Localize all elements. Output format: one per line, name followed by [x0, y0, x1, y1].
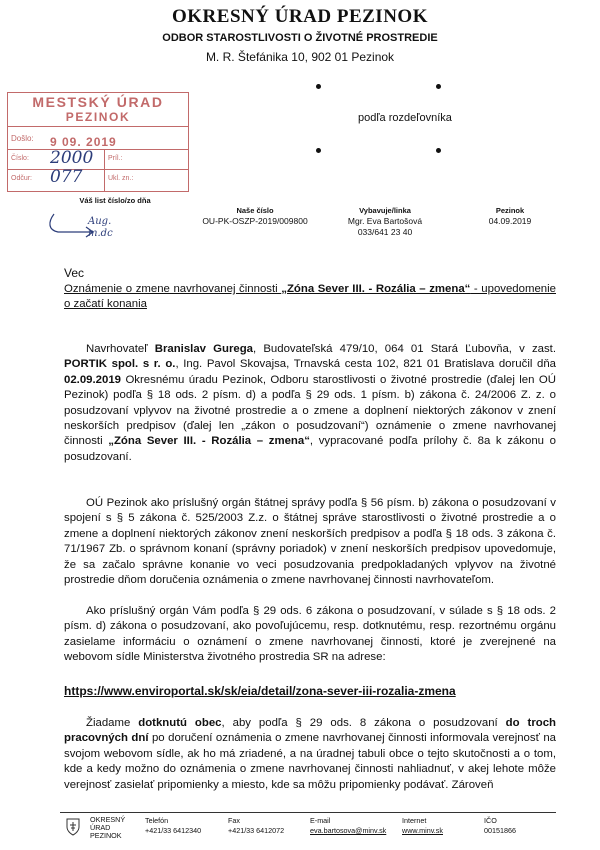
recipient: podľa rozdeľovníka: [358, 112, 452, 124]
footer-internet: Internet www.minv.sk: [402, 816, 443, 835]
enviroportal-link[interactable]: https://www.enviroportal.sk/sk/eia/detail/zona-sever-iii-rozalia-zmena: [64, 684, 456, 698]
place-date: 04.09.2019: [488, 216, 532, 226]
paragraph-information: Ako príslušný orgán Vám podľa § 29 ods. 6 zákona o posudzovaní, v súlade s § 18 ods. 2 písm. d) zákona o posudzovaní, ako povoľujúcemu, resp. dotknutému, resp. rezortnému orgánu zasielame informáciu o oznámení o zmene navrhovanej činnosti, ktoré je zverejnené na webovom sídle Ministerstva životného prostredia SR na adrese:: [64, 605, 556, 664]
footer-fax: Fax +421/33 6412072: [228, 816, 285, 835]
received-stamp: [7, 92, 189, 192]
your-letter-label: Váš list číslo/zo dňa: [79, 196, 151, 205]
paragraph-notification: OÚ Pezinok ako príslušný orgán štátnej správy podľa § 56 písm. b) zákona o posudzovaní v spojení s § 5 zákona č. 525/2003 Z.z. o štátnej správe starostlivosti o životné prostredie a o zmene a doplnení niektorých zákonov znení neskorších predpisov a podľa § 18 ods. 3 zákona č. 71/1967 Zb. o správnom konaní (správny poriadok) v znení neskorších predpisov upovedomuje, že sa začalo správne konanie vo veci posudzovania predpokladaných vplyvov na životné prostredie dňom doručenia oznámenia o zmene navrhovanej činnosti navrhovateľom.: [64, 497, 556, 587]
office-title: OKRESNÝ ÚRAD PEZINOK: [172, 6, 428, 27]
paragraph-request: Žiadame dotknutú obec, aby podľa § 29 ods. 8 zákona o posudzovaní do troch pracovných dní po doručení oznámenia o zmene navrhovanej činnosti informovala verejnosť na svojom webovom sídle, ak ho má zriadené, a na úradnej tabuli obce o tejto skutočnosti a o tom, kde a kedy možno do oznámenia o zmene navrhovanej činnosti nahliadnuť, v akej lehote môže verejnosť zasielať pripomienky a miesto, kde sa môžu pripomienky podávať. Zároveň: [64, 717, 557, 791]
footer-phone: Telefón +421/33 6412340: [145, 816, 202, 835]
stamp-received-row: Došlo:: [8, 126, 188, 149]
footer-divider: [60, 812, 556, 813]
contact-label: Vybavuje/linka: [359, 206, 411, 215]
handwritten-number: 2000: [50, 148, 94, 168]
office-address: M. R. Štefánika 10, 902 01 Pezinok: [205, 50, 395, 64]
stamp-office-name: MESTSKÝ ÚRAD PEZINOK: [32, 94, 164, 124]
paragraph-proposer: Navrhovateľ Branislav Gurega, Budovateľská 479/10, 064 01 Stará Ľubovňa, v zast. PORTIK spol. s r. o., Ing. Pavol Skovajsa, Trnavská cesta 102, 821 01 Bratislava doručil dňa 02.09.2019 Okresnému úradu Pezinok, Odboru starostlivosti o životné prostredie (ďalej len OÚ Pezinok) podľa § 18 ods. 2 písm. d) a podľa § 29 ods. 1 písm. b) zákona č. 24/2006 Z. z. o posudzovaní vplyvov na životné prostredie a o zmene a doplnení niektorých zákonov v znení neskorších predpisov (ďalej len „zákon o posudzovaní“) oznámenie o zmene navrhovanej činnosti „Zóna Sever III. - Rozália – zmena“, vypracované podľa prílohy č. 8a k zákonu o posudzovaní.: [64, 343, 557, 463]
contact-phone: 033/641 23 40: [357, 227, 413, 237]
footer-office: OKRESNÝ ÚRAD PEZINOK: [90, 815, 126, 840]
subject-text: Oznámenie o zmene navrhovanej činnosti „Zóna Sever III. - Rozália – zmena“ - upovedomenie o začatí konania: [64, 283, 556, 311]
punch-dot: [316, 84, 321, 89]
department-name: ODBOR STAROSTLIVOSTI O ŽIVOTNÉ PROSTREDIE: [162, 32, 438, 44]
our-number-label: Naše číslo: [236, 206, 274, 215]
contact-name: Mgr. Eva Bartošová: [347, 216, 423, 226]
handwritten-note: Aug. m.dc: [88, 216, 113, 239]
footer-ico: IČO 00151866: [484, 816, 516, 835]
subject-label: Vec: [64, 266, 85, 280]
punch-dot: [436, 84, 441, 89]
footer-email: E-mail eva.bartosova@minv.sk: [310, 816, 387, 835]
coat-of-arms-icon: [66, 818, 80, 836]
punch-dot: [436, 148, 441, 153]
stamp-handled-row: Odčur: Ukl. zn.:: [8, 169, 188, 190]
our-number-value: OU-PK-OSZP-2019/009800: [202, 216, 308, 226]
stamp-date: 9 09. 2019: [50, 135, 117, 149]
handwritten-handled: 077: [50, 167, 83, 187]
place-label: Pezinok: [495, 206, 525, 215]
punch-dot: [316, 148, 321, 153]
stamp-number-row: Číslo: Príl.:: [8, 149, 188, 170]
